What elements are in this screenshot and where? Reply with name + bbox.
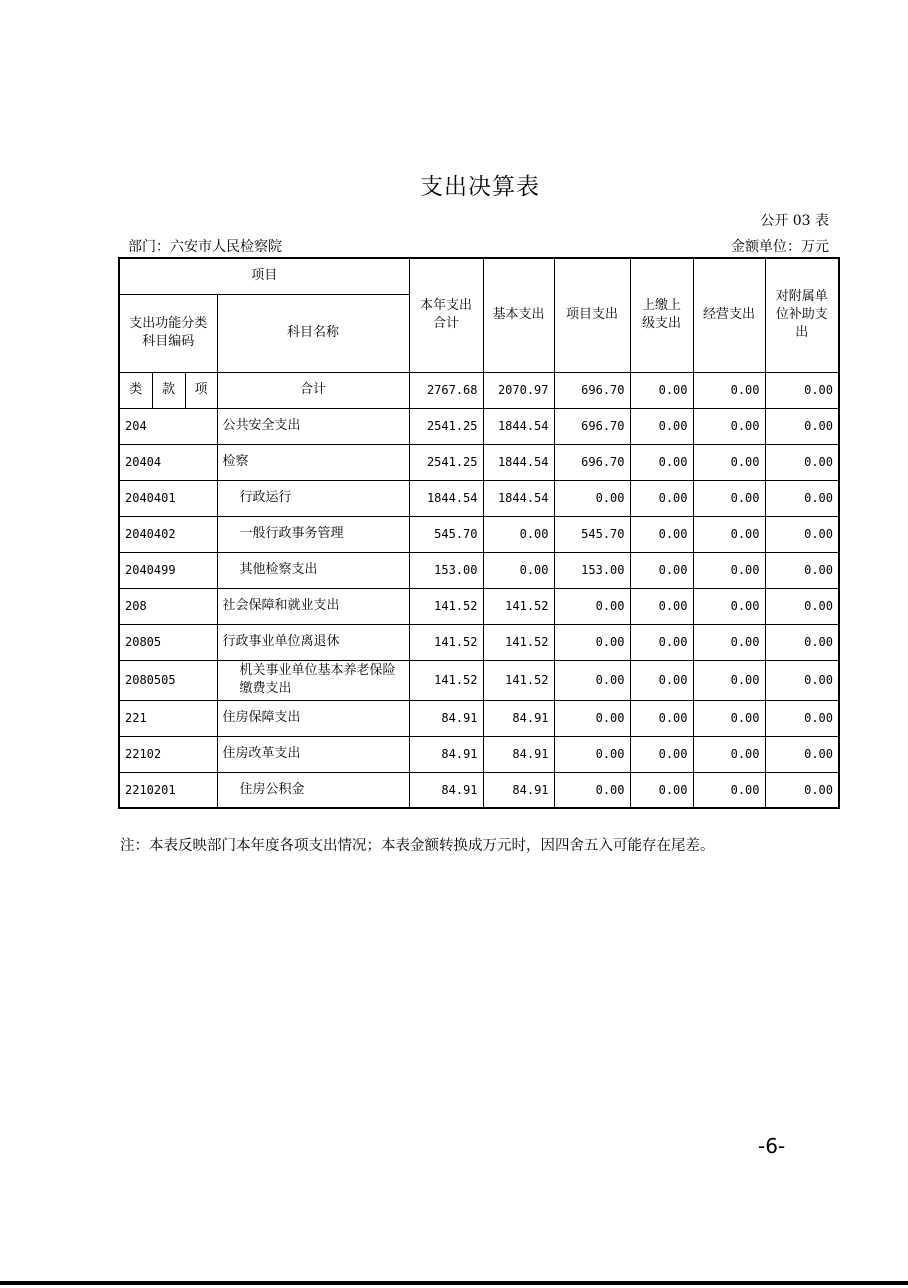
row-subject-name: 住房公积金 (217, 772, 409, 808)
header-business: 经营支出 (693, 258, 765, 372)
row-value: 0.00 (693, 624, 765, 660)
row-subject-name: 机关事业单位基本养老保险缴费支出 (217, 660, 409, 700)
row-value: 545.70 (554, 516, 630, 552)
header-subsidy: 对附属单 位补助支 出 (765, 258, 839, 372)
table-row (119, 444, 839, 480)
row-value: 1844.54 (483, 480, 554, 516)
row-subject-name: 社会保障和就业支出 (217, 588, 409, 624)
row-value: 153.00 (409, 552, 483, 588)
row-value: 0.00 (483, 552, 554, 588)
row-value: 0.00 (630, 624, 693, 660)
row-subject-name: 检察 (217, 444, 409, 480)
row-value: 0.00 (630, 588, 693, 624)
row-value: 84.91 (409, 700, 483, 736)
row-value: 696.70 (554, 444, 630, 480)
row-value: 0.00 (483, 516, 554, 552)
row-value: 0.00 (765, 624, 839, 660)
row-value: 0.00 (630, 700, 693, 736)
row-code: 20404 (119, 444, 217, 480)
row-value: 1844.54 (483, 444, 554, 480)
row-subject-name: 住房保障支出 (217, 700, 409, 736)
row-code: 20805 (119, 624, 217, 660)
total-value: 0.00 (630, 372, 693, 408)
page-title: 支出决算表 (420, 174, 540, 200)
row-value: 1844.54 (409, 480, 483, 516)
row-code: 2040401 (119, 480, 217, 516)
row-value: 2541.25 (409, 444, 483, 480)
page-number: -6- (758, 1134, 786, 1158)
table-row (119, 552, 839, 588)
row-subject-name: 一般行政事务管理 (217, 516, 409, 552)
table-row (119, 772, 839, 808)
row-value: 0.00 (693, 480, 765, 516)
row-value: 0.00 (554, 700, 630, 736)
row-value: 0.00 (765, 444, 839, 480)
total-value: 2070.97 (483, 372, 554, 408)
row-code: 22102 (119, 736, 217, 772)
row-value: 0.00 (765, 480, 839, 516)
row-value: 0.00 (693, 660, 765, 700)
header-basic: 基本支出 (483, 258, 554, 372)
row-code: 2040499 (119, 552, 217, 588)
table-row (119, 588, 839, 624)
expenditure-table (118, 257, 840, 809)
row-value: 0.00 (554, 624, 630, 660)
row-value: 0.00 (693, 516, 765, 552)
row-subject-name: 行政运行 (217, 480, 409, 516)
row-subject-name: 行政事业单位离退休 (217, 624, 409, 660)
row-value: 153.00 (554, 552, 630, 588)
table-row (119, 624, 839, 660)
header-subject-name: 科目名称 (217, 294, 409, 372)
header-func-code: 支出功能分类 科目编码 (119, 294, 217, 372)
department-label: 部门：六安市人民检察院 (128, 239, 282, 255)
row-value: 0.00 (630, 444, 693, 480)
table-row (119, 480, 839, 516)
row-value: 2541.25 (409, 408, 483, 444)
row-value: 0.00 (554, 736, 630, 772)
row-value: 0.00 (765, 660, 839, 700)
row-value: 84.91 (483, 736, 554, 772)
header-project: 项目 (119, 258, 409, 294)
row-value: 141.52 (409, 660, 483, 700)
row-value: 0.00 (693, 588, 765, 624)
row-value: 696.70 (554, 408, 630, 444)
total-value: 0.00 (693, 372, 765, 408)
header-kuan: 款 (152, 372, 185, 408)
row-code: 2210201 (119, 772, 217, 808)
row-value: 0.00 (765, 772, 839, 808)
row-code: 208 (119, 588, 217, 624)
row-code: 221 (119, 700, 217, 736)
unit-label: 金额单位：万元 (731, 239, 829, 255)
header-total: 本年支出 合计 (409, 258, 483, 372)
row-value: 141.52 (483, 624, 554, 660)
header-project-expense: 项目支出 (554, 258, 630, 372)
form-id: 公开 03 表 (760, 213, 829, 229)
row-value: 0.00 (693, 552, 765, 588)
row-value: 0.00 (630, 516, 693, 552)
row-value: 141.52 (483, 588, 554, 624)
total-value: 2767.68 (409, 372, 483, 408)
row-value: 84.91 (483, 772, 554, 808)
table-row (119, 408, 839, 444)
row-value: 0.00 (765, 552, 839, 588)
row-value: 0.00 (554, 772, 630, 808)
row-value: 0.00 (630, 736, 693, 772)
row-subject-name: 公共安全支出 (217, 408, 409, 444)
row-subject-name: 其他检察支出 (217, 552, 409, 588)
row-value: 0.00 (693, 736, 765, 772)
total-value: 696.70 (554, 372, 630, 408)
row-value: 545.70 (409, 516, 483, 552)
row-value: 0.00 (630, 408, 693, 444)
row-value: 0.00 (630, 772, 693, 808)
row-value: 0.00 (693, 772, 765, 808)
row-value: 141.52 (409, 624, 483, 660)
table-row (119, 516, 839, 552)
row-value: 0.00 (693, 444, 765, 480)
row-value: 0.00 (765, 408, 839, 444)
row-code: 2040402 (119, 516, 217, 552)
footnote: 注：本表反映部门本年度各项支出情况；本表金额转换成万元时，因四舍五入可能存在尾差。 (120, 838, 715, 854)
row-value: 84.91 (483, 700, 554, 736)
row-value: 0.00 (554, 660, 630, 700)
header-xiang: 项 (185, 372, 217, 408)
row-code: 2080505 (119, 660, 217, 700)
row-value: 84.91 (409, 772, 483, 808)
row-code: 204 (119, 408, 217, 444)
bottom-rule (0, 1281, 908, 1285)
row-value: 1844.54 (483, 408, 554, 444)
row-value: 84.91 (409, 736, 483, 772)
row-value: 141.52 (409, 588, 483, 624)
row-value: 0.00 (554, 480, 630, 516)
table-row (119, 660, 839, 700)
row-value: 0.00 (630, 552, 693, 588)
row-value: 141.52 (483, 660, 554, 700)
row-value: 0.00 (630, 480, 693, 516)
row-value: 0.00 (630, 660, 693, 700)
row-value: 0.00 (765, 516, 839, 552)
header-lei: 类 (119, 372, 152, 408)
total-label: 合计 (217, 372, 409, 408)
row-value: 0.00 (765, 700, 839, 736)
row-value: 0.00 (693, 700, 765, 736)
total-value: 0.00 (765, 372, 839, 408)
row-value: 0.00 (554, 588, 630, 624)
table-row (119, 700, 839, 736)
row-value: 0.00 (693, 408, 765, 444)
header-upper: 上缴上 级支出 (630, 258, 693, 372)
total-row (119, 372, 839, 408)
row-subject-name: 住房改革支出 (217, 736, 409, 772)
row-value: 0.00 (765, 736, 839, 772)
table-row (119, 736, 839, 772)
row-value: 0.00 (765, 588, 839, 624)
